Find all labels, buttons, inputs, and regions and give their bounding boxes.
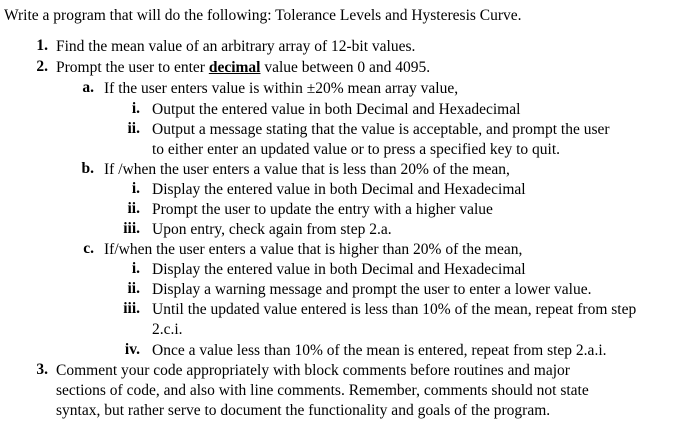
item-2c-iv-text: Once a value less than 10% of the mean is entered, repeat from step 2.a.i. xyxy=(152,342,607,359)
item-2b-i-numeral: i. xyxy=(131,180,140,197)
item-2b-ii-text: Prompt the user to update the entry with a higher value xyxy=(152,201,493,218)
item-2c-iii-continuation: 2.c.i. xyxy=(152,321,183,338)
item-2a-ii-continuation: to either enter an updated value or to press a specified key to quit. xyxy=(152,141,561,158)
item-2a-i-numeral: i. xyxy=(131,100,140,117)
item-2a-letter: a. xyxy=(82,79,94,96)
item-2c-i-text: Display the entered value in both Decimal and Hexadecimal xyxy=(152,261,526,278)
item-2b-iii-numeral: iii. xyxy=(123,220,140,237)
item-1-text: Find the mean value of an arbitrary array of 12-bit values. xyxy=(56,38,416,55)
item-2b-letter: b. xyxy=(81,160,94,177)
item-3-text: Comment your code appropriately with block comments before routines and major xyxy=(56,362,570,379)
item-2a-text: If the user enters value is within ±20% mean array value, xyxy=(104,80,459,97)
item-2a-i-text: Output the entered value in both Decimal and Hexadecimal xyxy=(152,101,521,118)
item-3-continuation-1: sections of code, and also with line comments. Remember, comments should not state xyxy=(56,382,589,399)
item-2c-text: If/when the user enters a value that is higher than 20% of the mean, xyxy=(104,241,523,258)
item-2c-iv-numeral: iv. xyxy=(124,341,140,358)
item-2c-letter: c. xyxy=(83,240,94,257)
item-2c-iii-text: Until the updated value entered is less than 10% of the mean, repeat from step xyxy=(152,301,637,318)
item-2a-ii-numeral: ii. xyxy=(127,120,140,137)
item-2-text-post: value between 0 and 4095. xyxy=(260,59,431,76)
item-3-number: 3. xyxy=(36,361,48,378)
item-2b-ii-numeral: ii. xyxy=(127,200,140,217)
item-2c-iii-numeral: iii. xyxy=(123,300,140,317)
item-2b-iii-text: Upon entry, check again from step 2.a. xyxy=(152,221,392,238)
item-2-number: 2. xyxy=(36,58,48,75)
item-2c-ii-text: Display a warning message and prompt the user to enter a lower value. xyxy=(152,281,592,298)
item-3-continuation-2: syntax, but rather serve to document the functionality and goals of the program. xyxy=(56,402,551,419)
item-2c-ii-numeral: ii. xyxy=(127,280,140,297)
item-2a-ii-text: Output a message stating that the value is acceptable, and prompt the user xyxy=(152,121,610,138)
item-2b-i-text: Display the entered value in both Decimal and Hexadecimal xyxy=(152,181,526,198)
item-2b-text: If /when the user enters a value that is less than 20% of the mean, xyxy=(104,161,510,178)
item-2-text xyxy=(56,58,430,78)
item-2c-i-numeral: i. xyxy=(131,260,140,277)
item-1-number: 1. xyxy=(36,37,48,54)
intro-text: Write a program that will do the following: Tolerance Levels and Hysteresis Curve. xyxy=(4,7,522,24)
item-2-emphasis: decimal xyxy=(208,59,261,76)
item-2-text-pre: Prompt the user to enter xyxy=(56,59,209,76)
